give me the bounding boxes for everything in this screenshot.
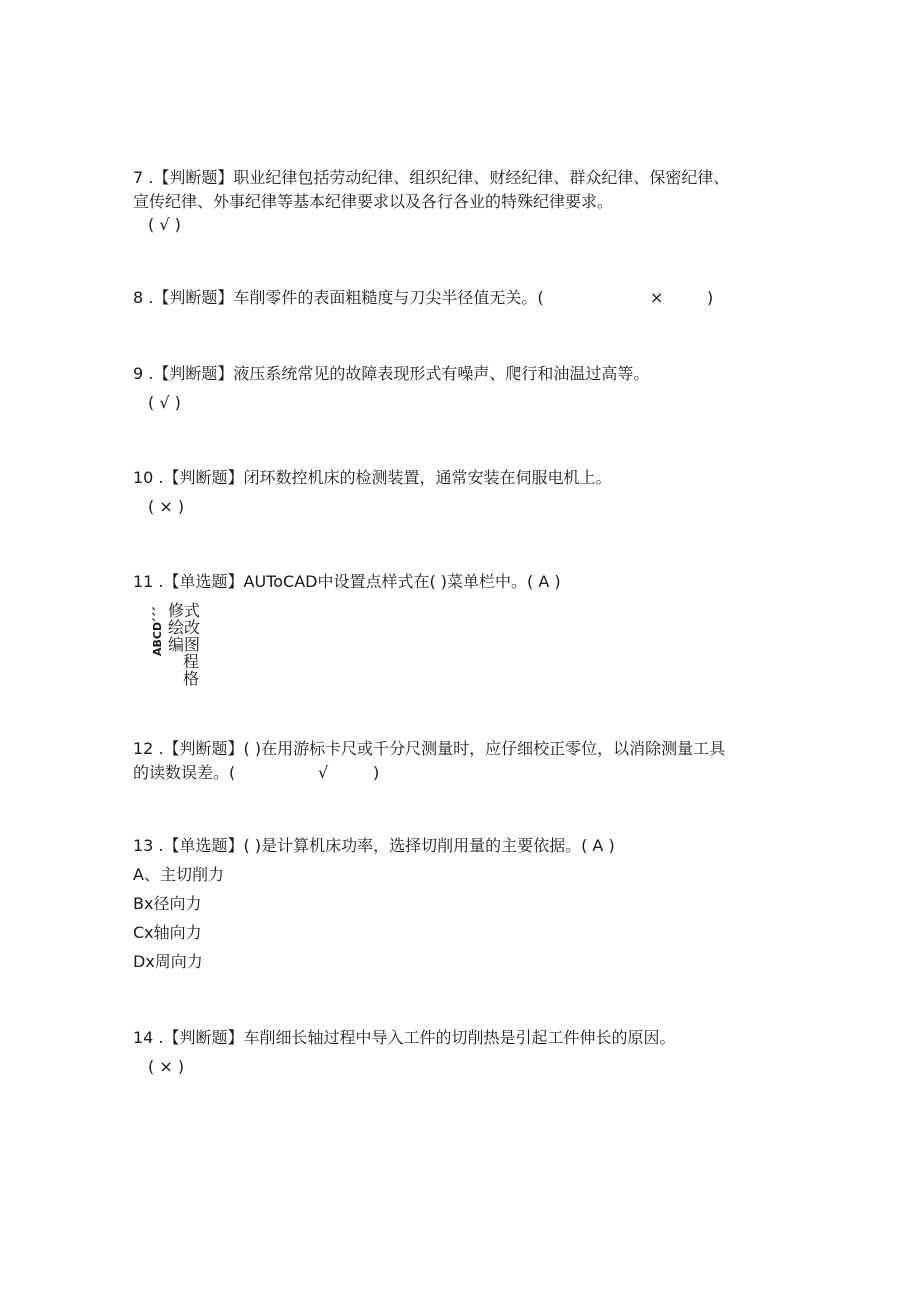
question-12-mark: √ — [318, 763, 329, 782]
question-13-option-c: Cx轴向力 — [133, 923, 202, 942]
question-7 — [133, 166, 729, 214]
question-11: 11 .【单选题】AUToCAD中设置点样式在( )菜单栏中。( A ) — [133, 572, 561, 591]
question-7-line-2: 宣传纪律、外事纪律等基本纪律要求以及各行各业的特殊纪律要求。 — [133, 192, 614, 211]
question-12-close: ) — [373, 763, 380, 782]
question-11-grid-row: 编图 — [168, 635, 201, 654]
question-9-answer: ( √ ) — [148, 393, 181, 412]
question-9: 9 .【判断题】液压系统常见的故障表现形式有噪声、爬行和油温过高等。 — [133, 364, 650, 383]
question-11-grid-row: 绘改 — [168, 618, 201, 637]
question-13-option-d: Dx周向力 — [133, 952, 203, 971]
question-14: 14 .【判断题】车削细长轴过程中导入工件的切削热是引起工件伸长的原因。 — [133, 1028, 676, 1047]
question-13-option-b: Bx径向力 — [133, 894, 202, 913]
question-11-grid-row: 程 — [183, 652, 200, 671]
question-8 — [133, 286, 544, 310]
question-10: 10 .【判断题】闭环数控机床的检测装置，通常安装在伺服电机上。 — [133, 468, 612, 487]
question-13-option-a: A、主切削力 — [133, 865, 224, 884]
question-12 — [133, 737, 725, 785]
question-8-close: ) — [707, 288, 714, 307]
question-8-text: 8 .【判断题】车削零件的表面粗糙度与刀尖半径值无关。( — [133, 288, 544, 307]
question-12-line-2: 的读数误差。( — [133, 763, 236, 782]
question-11-option-letters: ABCD、、、 — [151, 599, 164, 656]
question-12-line-1: 12 .【判断题】( )在用游标卡尺或千分尺测量时，应仔细校正零位，以消除测量工具 — [133, 739, 726, 758]
question-8-mark: × — [650, 288, 664, 307]
question-14-answer: ( × ) — [148, 1057, 185, 1076]
question-10-answer: ( × ) — [148, 497, 185, 516]
question-11-grid-row: 修式 — [168, 601, 201, 620]
question-13: 13 .【单选题】( )是计算机床功率，选择切削用量的主要依据。( A ) — [133, 836, 615, 855]
question-11-grid-row: 格 — [183, 669, 200, 688]
question-11-option-grid — [168, 602, 200, 687]
question-7-line-1: 7 .【判断题】职业纪律包括劳动纪律、组织纪律、财经纪律、群众纪律、保密纪律、 — [133, 168, 730, 187]
question-11-options — [150, 600, 210, 692]
question-7-answer: ( √ ) — [148, 215, 181, 234]
